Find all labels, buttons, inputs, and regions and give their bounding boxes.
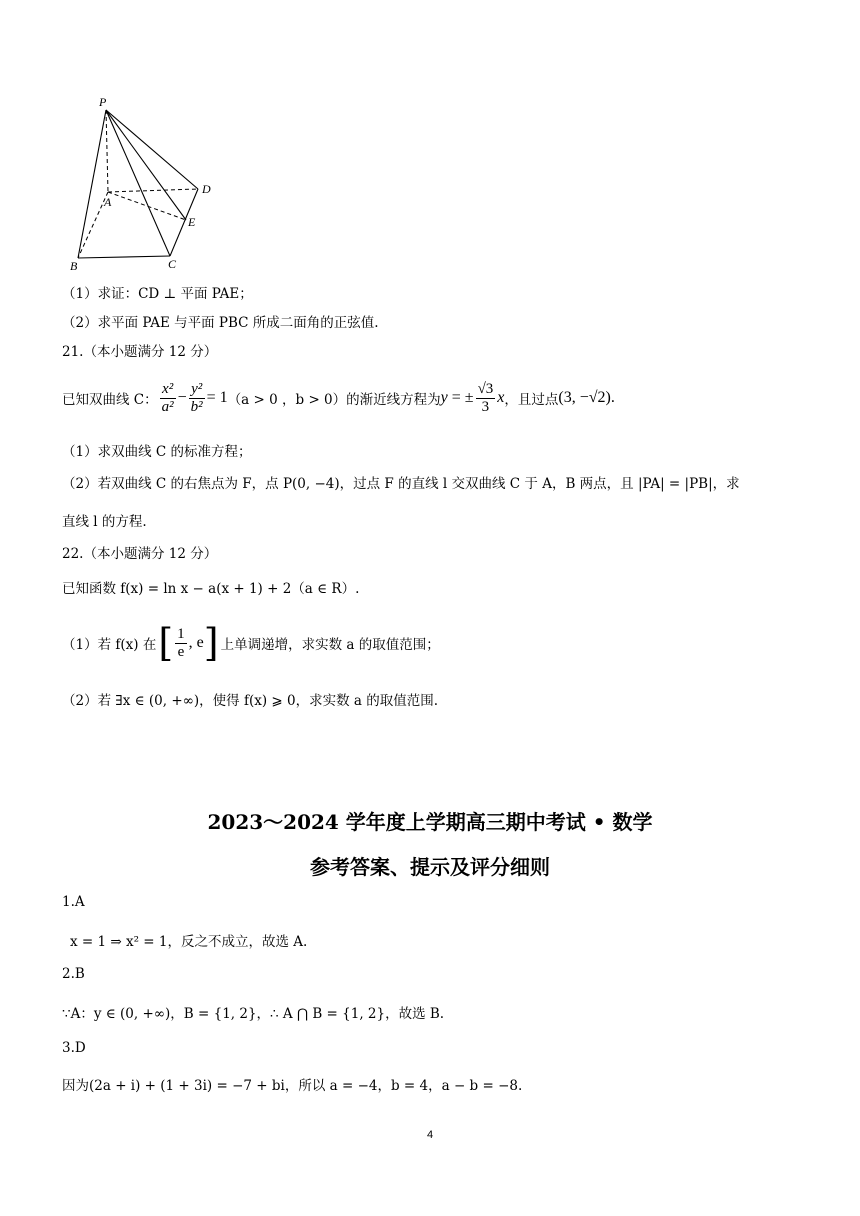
hyperbola-equation: $\frac{\text{x²}}{\text{a²}}$ − $\frac{\text{y²}}{\text{b²}}$ = 1	[161, 381, 228, 415]
q22-header: 22.（本小题满分 12 分）	[62, 546, 218, 562]
q21-stem	[62, 370, 615, 426]
answer-3-label: 3.D	[62, 1040, 86, 1056]
q22-part1-lead: （1）若 f(x) 在	[62, 637, 157, 653]
pyramid-figure	[62, 92, 222, 274]
answer-1-label: 1.A	[62, 894, 85, 910]
answers-subtitle: 参考答案、提示及评分细则	[310, 855, 550, 879]
q21-stem-pass: ，且过点	[504, 392, 559, 408]
label-C: C	[168, 257, 177, 271]
label-P: P	[99, 95, 107, 109]
q21-part2-line2: 直线 l 的方程.	[62, 514, 147, 530]
asymptote-equation: y = ± $\frac{√3}{3}$ x	[440, 381, 505, 415]
q21-stem-conditions: （a > 0 ，b > 0）的渐近线方程为	[227, 392, 441, 408]
q21-header: 21.（本小题满分 12 分）	[62, 344, 218, 360]
interval-bracket: [ $\frac{1}{e}$ , e ]	[158, 621, 219, 665]
label-E: E	[188, 215, 196, 229]
q20-part1: （1）求证：CD ⊥ 平面 PAE；	[62, 286, 253, 302]
answer-2-label: 2.B	[62, 966, 85, 982]
label-B: B	[70, 259, 78, 273]
answer-2-text: ∵A：y ∈ (0, +∞)，B = {1, 2}，∴ A ⋂ B = {1, 2}，故选 B.	[62, 1006, 445, 1022]
q22-part1	[62, 618, 440, 668]
answers-title: 2023～2024 学年度上学期高三期中考试 • 数学	[207, 810, 653, 834]
q22-part1-tail: 上单调递增，求实数 a 的取值范围；	[220, 637, 440, 653]
answer-3-text: 因为(2a + i) + (1 + 3i) = −7 + bi，所以 a = −4，b = 4，a − b = −8.	[62, 1078, 523, 1094]
answer-1-text: x = 1 ⇒ x² = 1，反之不成立，故选 A.	[70, 934, 308, 950]
q20-part2: （2）求平面 PAE 与平面 PBC 所成二面角的正弦值.	[62, 315, 379, 331]
q22-part2: （2）若 ∃x ∈ (0, +∞)，使得 f(x) ⩾ 0，求实数 a 的取值范围.	[62, 693, 438, 709]
q21-part2-line1: （2）若双曲线 C 的右焦点为 F，点 P(0, −4)，过点 F 的直线 l 交双曲线 C 于 A，B 两点，且 |PA| = |PB|，求	[62, 476, 740, 492]
label-A: A	[104, 195, 112, 209]
q21-stem-lead: 已知双曲线 C：	[62, 392, 158, 408]
label-D: D	[202, 182, 211, 196]
q21-part1: （1）求双曲线 C 的标准方程；	[62, 444, 252, 460]
page-number: 4	[426, 1129, 434, 1141]
q21-point: (3, −√2).	[558, 389, 615, 406]
q22-stem: 已知函数 f(x) = ln x − a(x + 1) + 2（a ∈ R）.	[62, 581, 360, 597]
